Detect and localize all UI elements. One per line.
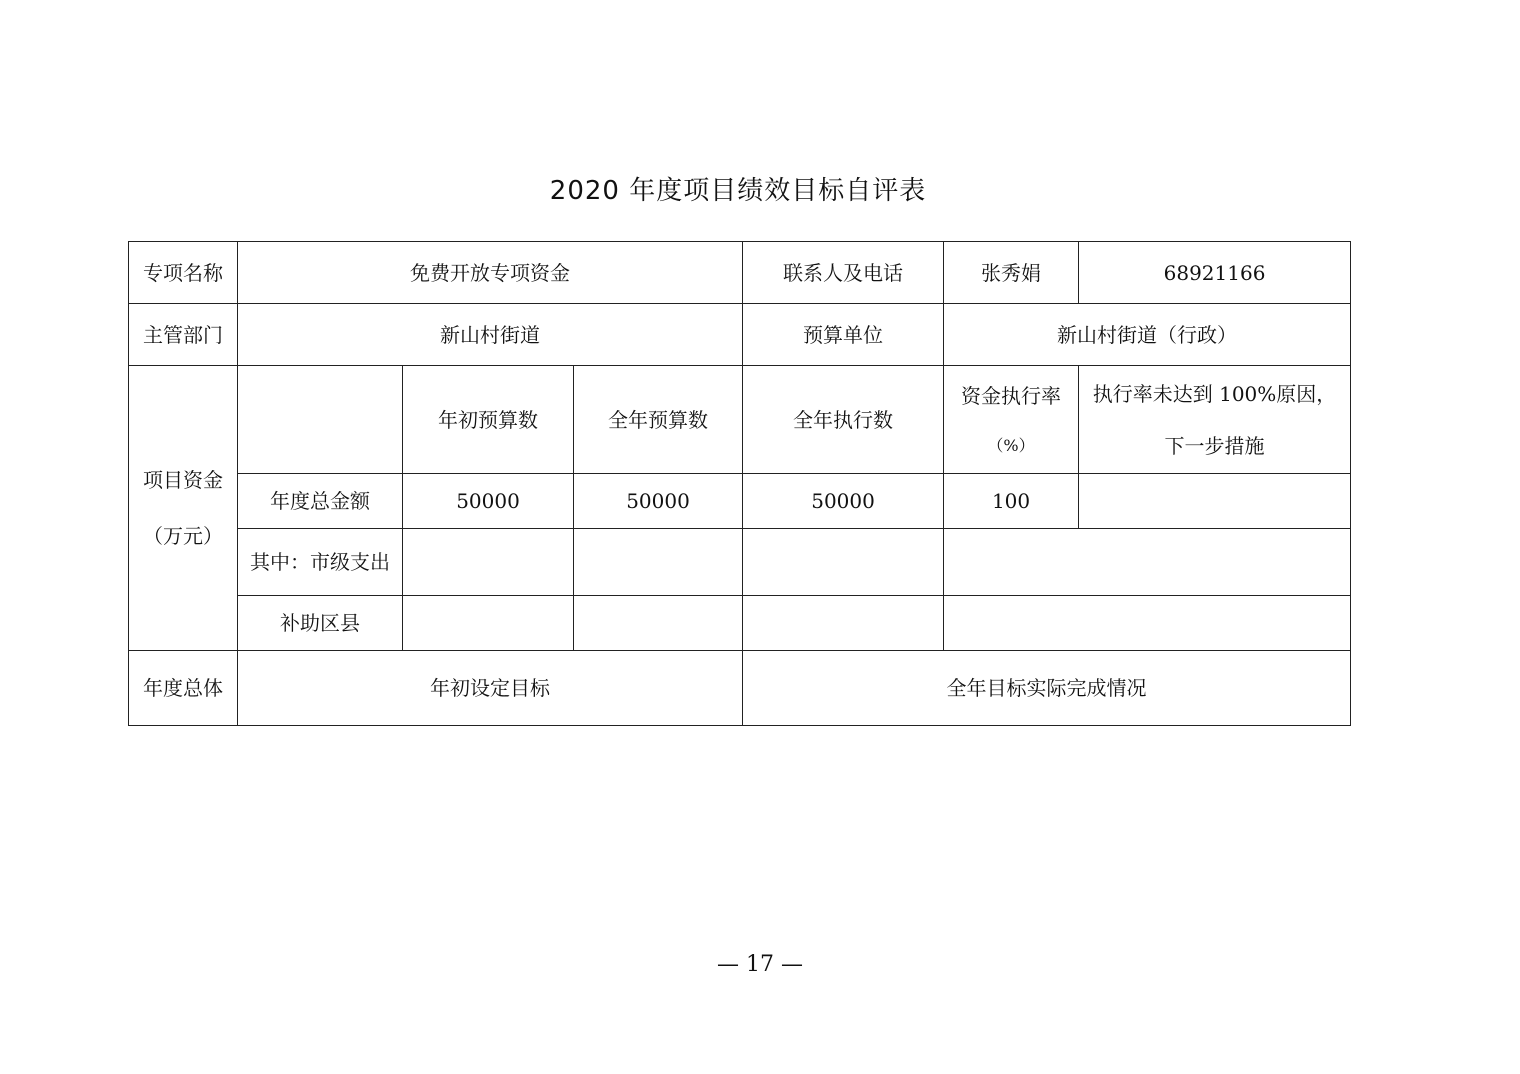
header-shortfall-reason bbox=[1079, 366, 1351, 474]
table-row-department bbox=[129, 304, 1351, 366]
department-value: 新山村街道 bbox=[238, 304, 743, 366]
city-expenditure-label: 其中：市级支出 bbox=[238, 529, 403, 596]
table-row-project bbox=[129, 242, 1351, 304]
page-title: 2020 年度项目绩效目标自评表 bbox=[549, 176, 927, 206]
header-execution-rate-line2: （%） bbox=[987, 435, 1035, 455]
district-subsidy-initial-budget bbox=[403, 596, 574, 651]
actual-completion-label: 全年目标实际完成情况 bbox=[743, 651, 1351, 726]
budget-unit-value: 新山村街道（行政） bbox=[944, 304, 1351, 366]
annual-total-initial-budget: 50000 bbox=[403, 474, 574, 529]
header-execution-rate bbox=[944, 366, 1079, 474]
annual-total-execution-rate: 100 bbox=[944, 474, 1079, 529]
table-row-annual-total bbox=[129, 474, 1351, 529]
table-row-funds-header bbox=[129, 366, 1351, 474]
performance-form-table bbox=[128, 241, 1351, 726]
project-name-value: 免费开放专项资金 bbox=[238, 242, 743, 304]
funds-header-blank bbox=[238, 366, 403, 474]
header-shortfall-reason-line1: 执行率未达到 100%原因， bbox=[1092, 381, 1337, 406]
project-funds-label bbox=[129, 366, 238, 651]
annual-total-shortfall-reason bbox=[1079, 474, 1351, 529]
contact-label: 联系人及电话 bbox=[743, 242, 944, 304]
project-name-label: 专项名称 bbox=[129, 242, 238, 304]
budget-unit-label: 预算单位 bbox=[743, 304, 944, 366]
contact-name: 张秀娟 bbox=[944, 242, 1079, 304]
district-subsidy-annual-execution bbox=[743, 596, 944, 651]
header-annual-execution: 全年执行数 bbox=[743, 366, 944, 474]
district-subsidy-annual-budget bbox=[574, 596, 743, 651]
city-expenditure-remarks bbox=[944, 529, 1351, 596]
header-initial-budget: 年初预算数 bbox=[403, 366, 574, 474]
district-subsidy-label: 补助区县 bbox=[238, 596, 403, 651]
contact-phone: 68921166 bbox=[1079, 242, 1351, 304]
header-shortfall-reason-line2: 下一步措施 bbox=[1164, 433, 1265, 458]
annual-overall-label: 年度总体 bbox=[129, 651, 238, 726]
city-expenditure-initial-budget bbox=[403, 529, 574, 596]
department-label: 主管部门 bbox=[129, 304, 238, 366]
annual-total-annual-budget: 50000 bbox=[574, 474, 743, 529]
table-row-annual-goals bbox=[129, 651, 1351, 726]
project-funds-label-line1: 项目资金 bbox=[143, 468, 223, 492]
table-row-city-expenditure bbox=[129, 529, 1351, 596]
project-funds-label-line2: （万元） bbox=[143, 524, 223, 548]
header-execution-rate-line1: 资金执行率 bbox=[961, 383, 1062, 408]
table-row-district-subsidy bbox=[129, 596, 1351, 651]
header-annual-budget: 全年预算数 bbox=[574, 366, 743, 474]
annual-total-label: 年度总金额 bbox=[238, 474, 403, 529]
initial-goal-label: 年初设定目标 bbox=[238, 651, 743, 726]
page-number: — 17 — bbox=[717, 952, 803, 977]
city-expenditure-annual-execution bbox=[743, 529, 944, 596]
district-subsidy-remarks bbox=[944, 596, 1351, 651]
city-expenditure-annual-budget bbox=[574, 529, 743, 596]
annual-total-annual-execution: 50000 bbox=[743, 474, 944, 529]
